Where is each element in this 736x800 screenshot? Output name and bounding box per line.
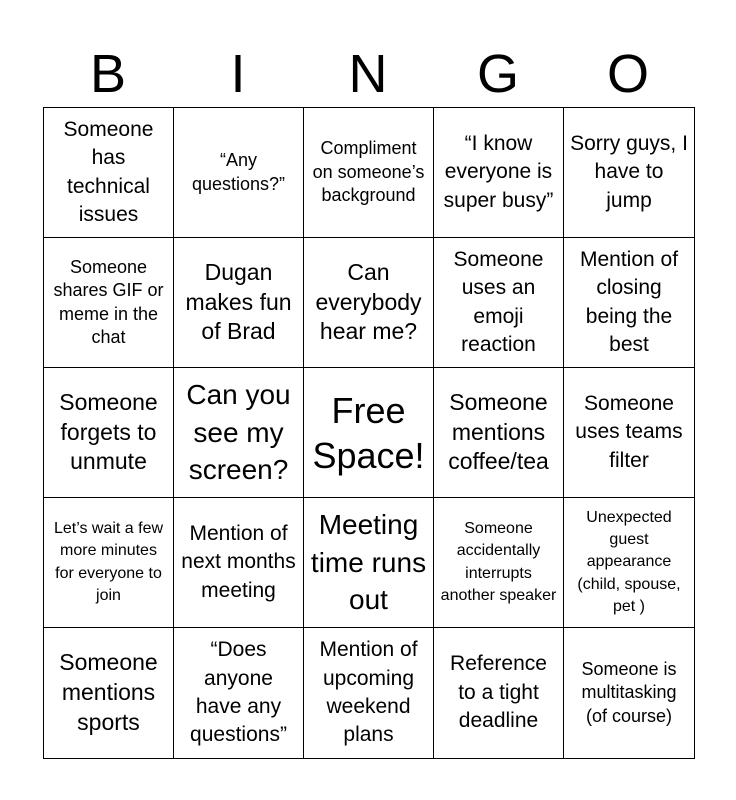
cell-text: Let’s wait a few more minutes for everyone to join	[53, 519, 164, 604]
cell-text: Someone mentions coffee/tea	[448, 388, 549, 475]
cell-text: Someone accidentally interrupts another speaker	[440, 519, 557, 604]
bingo-cell-r2c3[interactable]	[304, 238, 434, 368]
cell-text: Someone mentions sports	[59, 649, 158, 735]
cell-text: Someone has technical issues	[63, 117, 154, 226]
cell-text: Mention of upcoming weekend plans	[319, 638, 418, 747]
cell-text: “Any questions?”	[191, 150, 286, 194]
cell-text: Reference to a tight deadline	[450, 652, 547, 733]
cell-text: Dugan makes fun of Brad	[185, 258, 292, 345]
cell-text: Unexpected guest appearance (child, spouse, pet )	[577, 508, 681, 616]
header-letter-o: O	[606, 44, 649, 104]
cell-text: Someone is multitasking (of course)	[581, 658, 677, 726]
header-letter-b: B	[89, 44, 127, 104]
cell-text: Someone uses an emoji reaction	[453, 247, 544, 356]
header-letter-i: I	[230, 44, 246, 104]
bingo-cell-r1c1[interactable]	[44, 108, 174, 238]
bingo-cell-r4c5[interactable]	[564, 498, 694, 628]
cell-text: Free Space!	[312, 389, 425, 476]
cell-text: Mention of next months meeting	[181, 521, 296, 602]
cell-text: Can everybody hear me?	[315, 258, 422, 345]
bingo-header	[43, 40, 693, 108]
bingo-cell-r1c2[interactable]	[174, 108, 304, 238]
bingo-cell-r5c1[interactable]	[44, 628, 174, 758]
bingo-cell-r1c5[interactable]	[564, 108, 694, 238]
cell-text: Someone forgets to unmute	[59, 388, 158, 475]
bingo-cell-r1c3[interactable]	[304, 108, 434, 238]
bingo-cell-r3c1[interactable]	[44, 368, 174, 498]
cell-text: Mention of closing being the best	[579, 247, 679, 356]
cell-text: Meeting time runs out	[310, 508, 427, 616]
cell-text: “Does anyone have any questions”	[190, 638, 287, 747]
bingo-cell-r3c5[interactable]	[564, 368, 694, 498]
cell-text: Can you see my screen?	[186, 378, 291, 486]
bingo-cell-r5c2[interactable]	[174, 628, 304, 758]
bingo-cell-r4c4[interactable]	[434, 498, 564, 628]
bingo-cell-free-space[interactable]	[304, 368, 434, 498]
bingo-cell-r4c3[interactable]	[304, 498, 434, 628]
cell-text: Someone uses teams filter	[575, 391, 683, 472]
cell-text: Sorry guys, I have to jump	[570, 131, 688, 212]
bingo-cell-r2c1[interactable]	[44, 238, 174, 368]
header-letter-g: G	[476, 44, 519, 104]
bingo-cell-r4c1[interactable]	[44, 498, 174, 628]
bingo-cell-r3c4[interactable]	[434, 368, 564, 498]
bingo-cell-r5c5[interactable]	[564, 628, 694, 758]
cell-text: “I know everyone is super busy”	[443, 131, 554, 212]
bingo-cell-r2c4[interactable]	[434, 238, 564, 368]
bingo-cell-r4c2[interactable]	[174, 498, 304, 628]
bingo-board	[43, 107, 695, 759]
bingo-cell-r5c4[interactable]	[434, 628, 564, 758]
bingo-cell-r3c2[interactable]	[174, 368, 304, 498]
bingo-cell-r5c3[interactable]	[304, 628, 434, 758]
cell-text: Someone shares GIF or meme in the chat	[53, 256, 164, 347]
bingo-cell-r2c2[interactable]	[174, 238, 304, 368]
bingo-cell-r2c5[interactable]	[564, 238, 694, 368]
bingo-cell-r1c4[interactable]	[434, 108, 564, 238]
cell-text: Compliment on someone’s background	[312, 138, 425, 206]
header-letter-n: N	[348, 44, 388, 104]
